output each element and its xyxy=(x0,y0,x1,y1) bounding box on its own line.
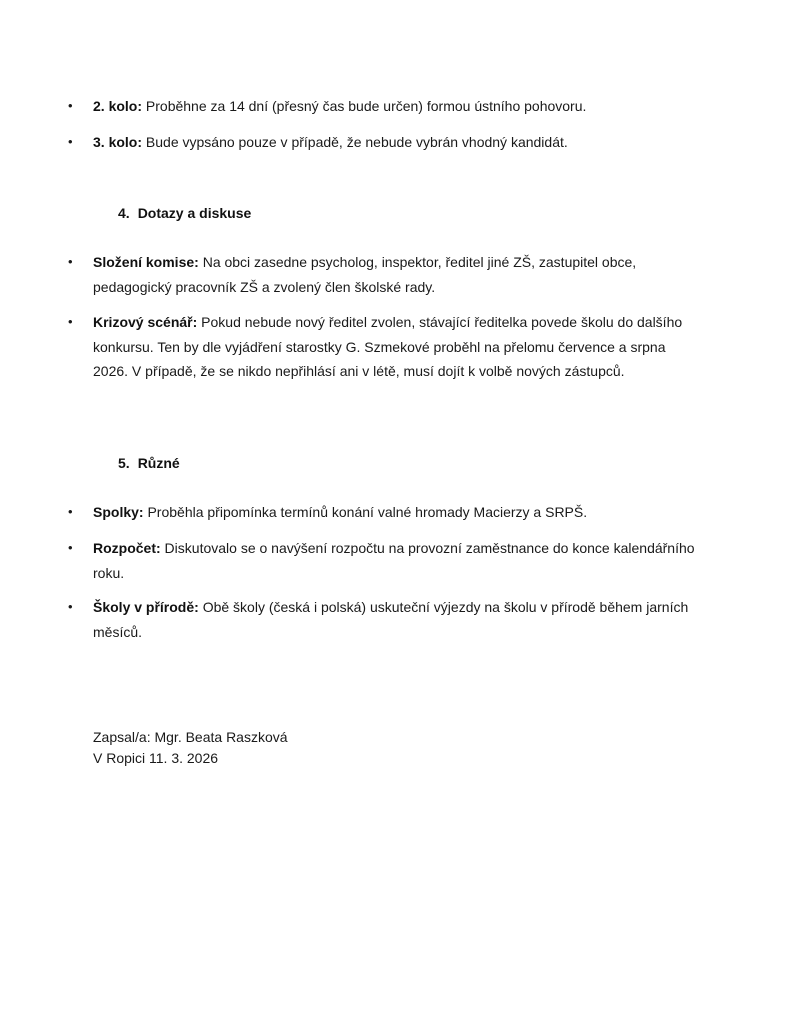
item-label: 3. kolo: xyxy=(93,134,143,150)
section-heading-5 xyxy=(118,455,180,471)
item-text: Proběhne za 14 dní (přesný čas bude určen) formou ústního pohovoru. xyxy=(142,98,587,114)
place-date: V Ropici 11. 3. 2026 xyxy=(93,750,219,766)
item-label: Rozpočet: xyxy=(93,540,161,556)
item-label: Složení komise: xyxy=(93,254,199,270)
list-item xyxy=(68,595,703,644)
bullet-icon: • xyxy=(68,599,73,614)
item-label: Školy v přírodě: xyxy=(93,599,199,615)
section-number: 4. xyxy=(118,205,130,221)
item-label: 2. kolo: xyxy=(93,98,143,114)
item-text: Obě školy (česká i polská) uskuteční výjezdy na školu v přírodě během jarních měsíců. xyxy=(93,599,689,640)
bullet-icon: • xyxy=(68,254,73,269)
list-item xyxy=(68,536,703,585)
item-text: Bude vypsáno pouze v případě, že nebude vybrán vhodný kandidát. xyxy=(142,134,568,150)
list-item xyxy=(68,310,703,384)
section-number: 5. xyxy=(118,455,130,471)
item-label: Krizový scénář: xyxy=(93,314,198,330)
list-item xyxy=(68,500,703,525)
section-title: Dotazy a diskuse xyxy=(137,205,252,221)
list-item xyxy=(68,94,703,119)
item-text: Diskutovalo se o navýšení rozpočtu na provozní zaměstnance do konce kalendářního roku. xyxy=(93,540,695,581)
section-heading-4 xyxy=(118,205,251,221)
section-title: Různé xyxy=(137,455,180,471)
list-item xyxy=(68,130,703,155)
recorded-by: Zapsal/a: Mgr. Beata Raszková xyxy=(93,729,288,745)
document-footer xyxy=(93,727,288,769)
item-text: Pokud nebude nový ředitel zvolen, stávající ředitelka povede školu do dalšího konkursu. Ten by dle vyjádření starostky G. Szmekové proběhl na přelomu července a srpna 2026. V případě, že se nikdo nepřihlásí ani v létě, musí dojít k volbě nových zástupců. xyxy=(93,314,683,379)
bullet-icon: • xyxy=(68,98,73,113)
bullet-icon: • xyxy=(68,314,73,329)
item-label: Spolky: xyxy=(93,504,144,520)
bullet-icon: • xyxy=(68,540,73,555)
item-text: Proběhla připomínka termínů konání valné hromady Macierzy a SRPŠ. xyxy=(143,504,588,520)
list-item xyxy=(68,250,703,299)
bullet-icon: • xyxy=(68,504,73,519)
item-text: Na obci zasedne psycholog, inspektor, ředitel jiné ZŠ, zastupitel obce, pedagogický pracovník ZŠ a zvolený člen školské rady. xyxy=(93,254,637,295)
bullet-icon: • xyxy=(68,134,73,149)
